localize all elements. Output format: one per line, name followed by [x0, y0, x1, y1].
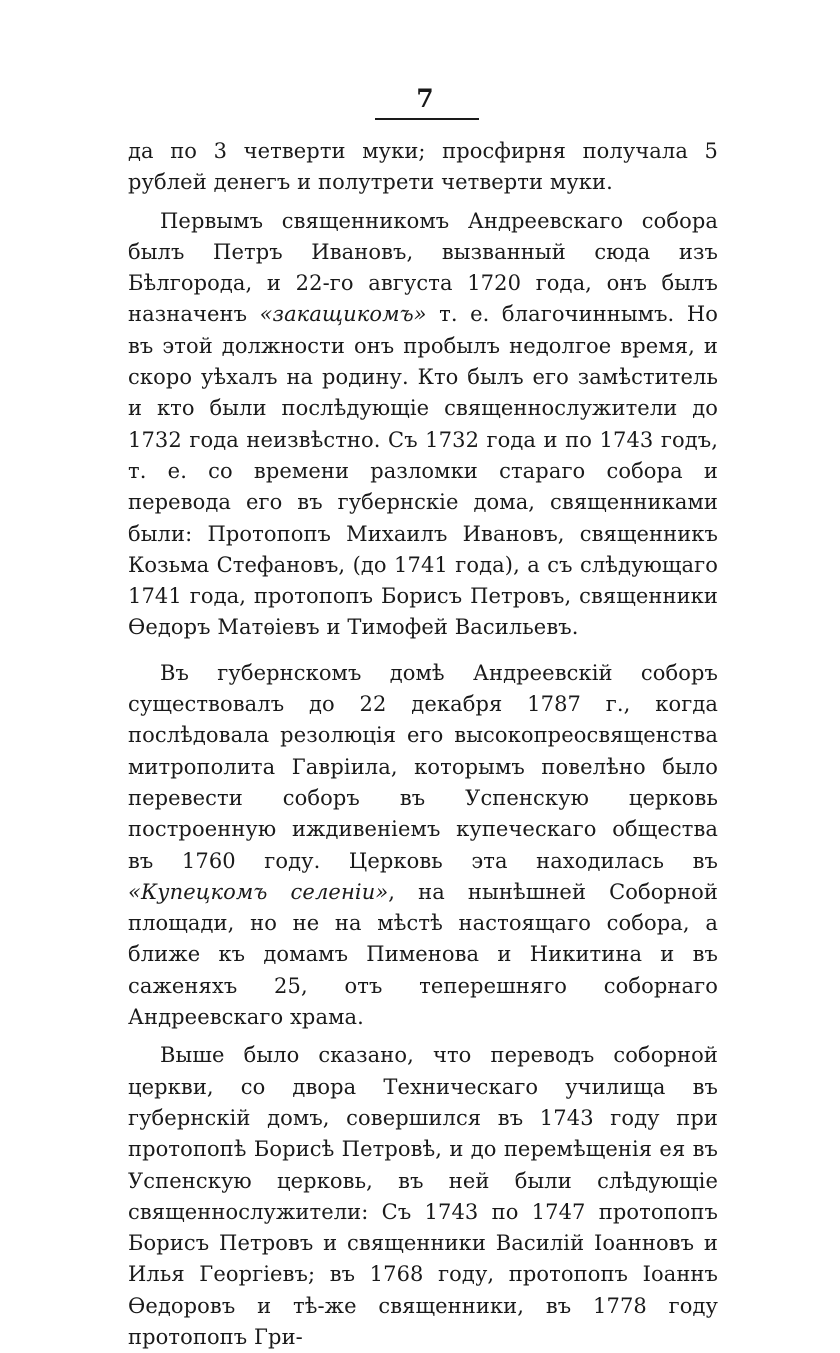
italic-phrase: «Купецкомъ селеніи» — [128, 879, 389, 904]
book-page — [128, 84, 718, 1353]
text-run: Выше было сказано, что переводъ соборной церкви, со двора Техническаго училища въ губернскій домъ, совершился въ 1743 году при протопопѣ Борисѣ Петровѣ, и до перемѣщенія ея въ Успенскую церковь, въ ней были слѣдующіе священнослужители: Съ 1743 по 1747 протопопъ Борисъ Петровъ и священники Василій Іоанновъ и Илья Георгіевъ; въ 1768 году, протопопъ Іоаннъ Ѳедоровъ и тѣ-же священники, въ 1778 году протопопъ Гри- — [128, 1043, 718, 1349]
text-run: да по 3 четверти муки; просфирня получала 5 рублей денегъ и полутрети четверти муки. — [128, 139, 718, 195]
page-number-rule — [375, 118, 479, 120]
text-run: т. е. благочиннымъ. Но въ этой должности онъ пробылъ недолгое время, и скоро уѣхалъ на родину. Кто былъ его замѣститель и кто были послѣдующіе священнослужители до 1732 года неизвѣстно. Съ 1732 года и по 1743 годъ, т. е. со времени разломки стараго собора и перевода его въ губернскіе дома, священниками были: Протопопъ Михаилъ Ивановъ, священникъ Козьма Стефановъ, (до 1741 года), а съ слѣдующаго 1741 года, протопопъ Борисъ Петровъ, священники Ѳедоръ Матѳіевъ и Тимофей Васильевъ. — [128, 302, 718, 640]
text-run: Въ губернскомъ домѣ Андреевскій соборъ существовалъ до 22 декабря 1787 г., когда послѣдовала резолюція его высокопреосвященства митрополита Гавріила, которымъ повелѣно было перевести соборъ въ Успенскую церковь построенную иждивеніемъ купеческаго общества въ 1760 году. Церковь эта находилась въ — [128, 660, 718, 873]
italic-phrase: «закащикомъ» — [259, 302, 427, 327]
text-run: , на нынѣшней Соборной площади, но не на мѣстѣ настоящаго собора, а ближе къ домамъ Пименова и Никитина и въ саженяхъ 25, отъ теперешняго соборнаго Андреевскаго храма. — [128, 879, 719, 1030]
text-run: Первымъ священникомъ Андреевскаго собора былъ Петръ Ивановъ, вызванный сюда изъ Бѣлгорода, и 22-го августа 1720 года, онъ былъ назначенъ — [128, 208, 718, 327]
page-body — [128, 136, 718, 1353]
paragraph-clergy-list — [128, 1040, 718, 1353]
paragraph-cathedral-relocation — [128, 658, 718, 1034]
paragraph-first-priest — [128, 206, 718, 644]
page-number: 7 — [416, 84, 434, 113]
paragraph-continued — [128, 136, 718, 199]
